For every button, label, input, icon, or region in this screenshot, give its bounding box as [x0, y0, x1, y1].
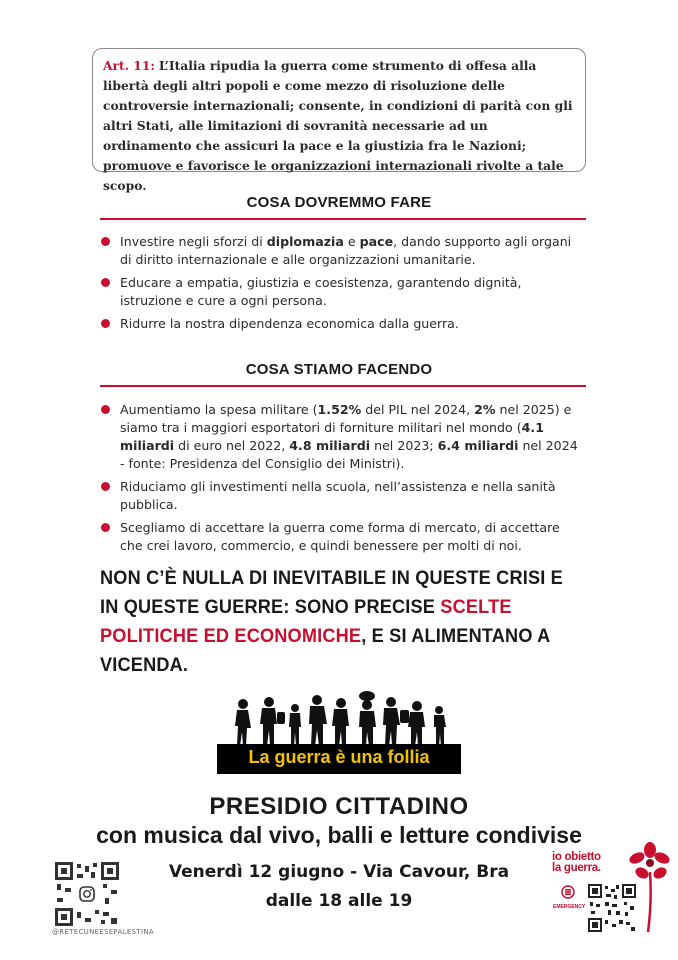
- article-label: Art. 11:: [103, 58, 155, 73]
- io-obietto-logo: [552, 852, 606, 874]
- event-date-place: Venerdì 12 giugno - Via Cavour, Bra: [168, 862, 510, 882]
- bullet-icon: [101, 237, 110, 246]
- article-box: [92, 48, 586, 193]
- qr-code-icon: [55, 862, 119, 926]
- section-doing-title: COSA STIAMO FACENDO: [245, 361, 433, 378]
- bold-text: 4.1 miliardi: [120, 420, 544, 453]
- bold-text: pace: [359, 234, 394, 249]
- logo-line: la guerra.: [552, 862, 601, 874]
- text: Ridurre la nostra dipendenza economica dalla guerra.: [120, 316, 459, 331]
- text: , dando supporto agli organi di diritto internazionale e alle organizzazioni umanitarie.: [120, 234, 572, 267]
- text: e: [343, 234, 360, 249]
- text: Scegliamo di accettare la guerra come forma di mercato, di accettare che crei lavoro, commercio, e quindi benessere per molti di noi.: [120, 520, 560, 553]
- bullet-icon: [101, 319, 110, 328]
- logo-line: io obietto: [552, 851, 601, 863]
- event-subtitle: con musica dal vivo, balli e letture condivise: [96, 822, 582, 848]
- list-item: [100, 401, 586, 473]
- bullet-icon: [101, 278, 110, 287]
- text: Educare a empatia, giustizia e coesistenza, garantendo dignità, istruzione e cure a ogni persona.: [120, 275, 522, 308]
- list-item: [100, 519, 586, 555]
- list-item: [100, 478, 586, 514]
- section-should-list: [100, 233, 586, 338]
- qr-code-left[interactable]: [55, 862, 119, 926]
- list-item: [100, 274, 586, 310]
- text: nel 2023;: [370, 438, 438, 453]
- bullet-icon: [101, 523, 110, 532]
- bullet-icon: [101, 482, 110, 491]
- text: nel 2024 - fonte: Presidenza del Consiglio dei Ministri).: [120, 438, 578, 471]
- bold-text: 4.8 miliardi: [289, 438, 371, 453]
- text: di euro nel 2022,: [174, 438, 290, 453]
- bold-text: 6.4 miliardi: [437, 438, 519, 453]
- bold-text: diplomazia: [266, 234, 344, 249]
- section-doing-list: [100, 401, 586, 560]
- headline-text: NON C’È NULLA DI INEVITABILE IN QUESTE CRISI E IN QUESTE GUERRE: SONO PRECISE: [100, 567, 563, 618]
- section-should-rule: [100, 218, 586, 220]
- headline-highlight: SCELTE POLITICHE ED ECONOMICHE: [100, 596, 512, 647]
- emergency-label: EMERGENCY: [553, 904, 586, 910]
- bold-text: 1.52%: [317, 402, 362, 417]
- emergency-logo: [553, 885, 586, 910]
- banner-text: La guerra è una follia: [248, 747, 430, 767]
- text: Investire negli sforzi di: [120, 234, 267, 249]
- red-flower-icon: [628, 842, 672, 934]
- text: del PIL nel 2024,: [361, 402, 475, 417]
- headline-text: , E SI ALIMENTANO A VICENDA.: [100, 625, 550, 676]
- event-title: PRESIDIO CITTADINO: [209, 793, 469, 820]
- bullet-icon: [101, 405, 110, 414]
- social-handle: @RETECUNEESEPALESTINA: [52, 928, 154, 936]
- headline: [100, 564, 584, 680]
- event-time: dalle 18 alle 19: [265, 891, 413, 911]
- text: nel 2025) e siamo tra i maggiori esportatori di forniture militari nel mondo (: [120, 402, 572, 435]
- section-doing-rule: [100, 385, 586, 387]
- article-text: L’Italia ripudia la guerra come strumento di offesa alla libertà degli altri popoli e come mezzo di risoluzione delle controversie internazionali; consente, in condizioni di parità con gli altri Stati, alle limitazioni di sovranità necessarie ad un ordinamento che assicuri la pace e la giustizia fra le Nazioni; promuove e favorisce le organizzazioni internazionali rivolte a tale scopo.: [103, 58, 573, 193]
- refugees-silhouette-icon: [217, 688, 461, 748]
- war-banner: [217, 688, 461, 774]
- list-item: [100, 315, 586, 333]
- bold-text: 2%: [474, 402, 496, 417]
- section-should-title: COSA DOVREMMO FARE: [246, 194, 432, 211]
- text: Aumentiamo la spesa militare (: [120, 402, 318, 417]
- list-item: [100, 233, 586, 269]
- text: Riduciamo gli investimenti nella scuola, nell’assistenza e nella sanità pubblica.: [120, 479, 556, 512]
- emergency-icon: [561, 885, 575, 899]
